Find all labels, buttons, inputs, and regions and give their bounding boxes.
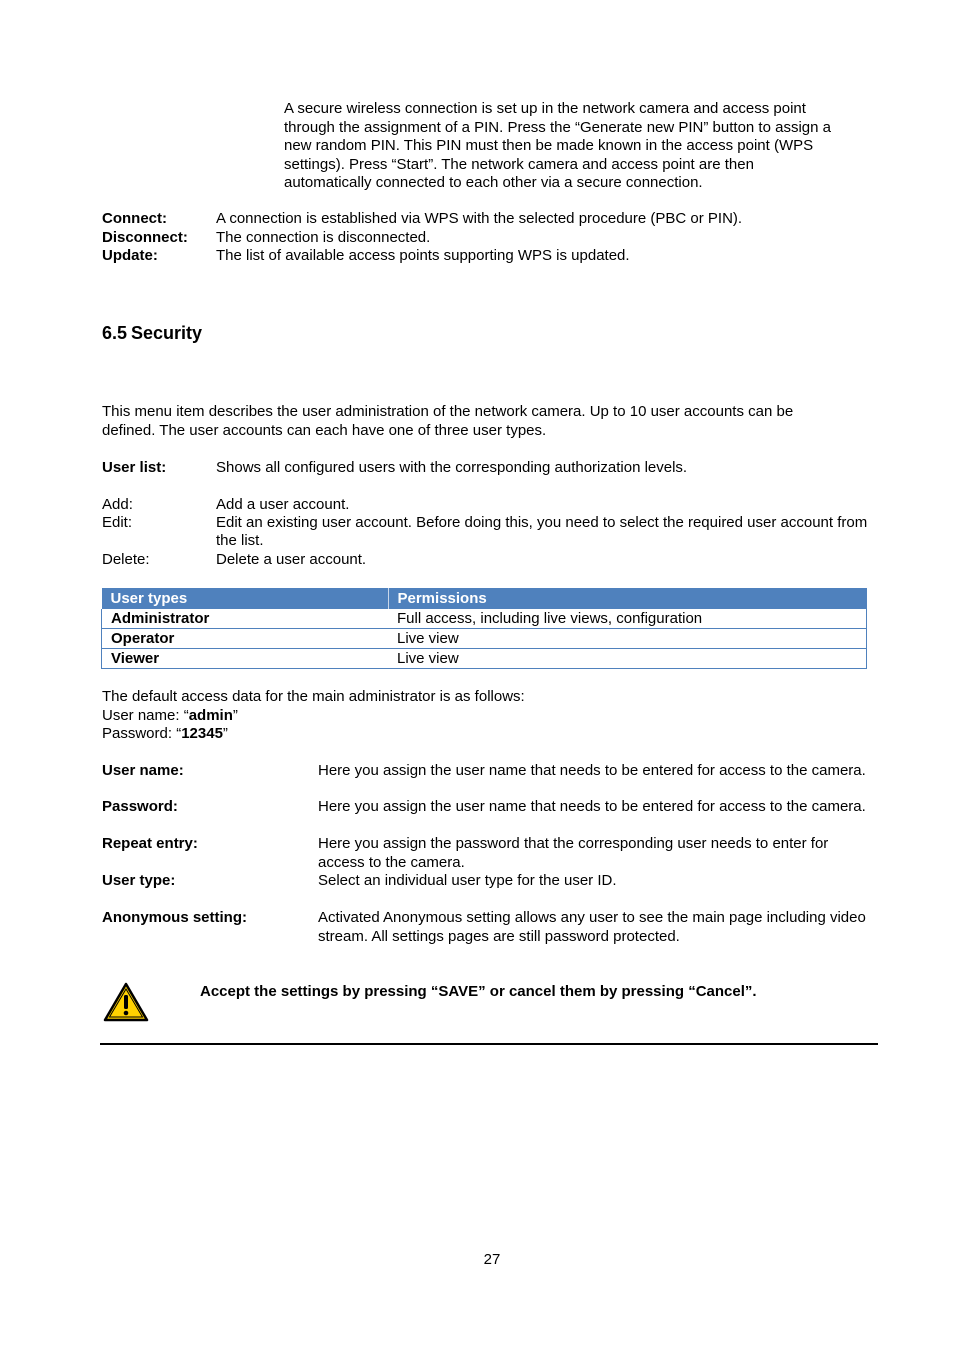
field-description: Activated Anonymous setting allows any user to see the main page including video stream. All settings pages are still password protected. — [318, 909, 866, 945]
intro-line: new random PIN. This PIN must then be made known in the access point (WPS — [284, 137, 814, 154]
divider — [100, 1043, 878, 1045]
username-suffix: ” — [232, 706, 238, 724]
defaults-intro: The default access data for the main administrator is as follows: — [102, 688, 525, 705]
action-label: Add: — [102, 496, 133, 513]
table-row — [102, 649, 867, 669]
default-password: 12345 — [181, 725, 223, 742]
user-types-table — [101, 588, 867, 669]
warning-triangle-icon — [103, 982, 149, 1022]
description-line: defined. The user accounts can each have one of three user types. — [102, 421, 547, 439]
default-username-line — [102, 707, 862, 726]
term-description: A connection is established via WPS with the selected procedure (PBC or PIN). — [216, 210, 743, 227]
term-description: The connection is disconnected. — [216, 228, 431, 246]
field-label: Repeat entry: — [102, 835, 198, 852]
intro-paragraph — [284, 100, 884, 193]
term-description: Shows all configured users with the corresponding authorization levels. — [216, 459, 688, 476]
term-label: User list: — [102, 459, 167, 476]
term-label: Disconnect: — [102, 228, 188, 246]
field-description: Here you assign the password that the corresponding user needs to enter for access to the camera. — [318, 835, 829, 871]
action-label: Edit: — [102, 514, 133, 531]
section-number: 6.5 — [102, 323, 128, 343]
column-header-permissions: Permissions — [388, 589, 867, 610]
field-description: Here you assign the user name that needs to be entered for access to the camera. — [318, 762, 866, 779]
section-title: Security — [131, 323, 203, 343]
action-description: Edit an existing user account. Before doing this, you need to select the required user account from the list. — [216, 514, 868, 549]
permission-cell: Full access, including live views, configuration — [388, 609, 867, 629]
user-type-cell: Operator — [102, 629, 389, 649]
table-row — [102, 609, 867, 629]
intro-line: through the assignment of a PIN. Press the “Generate new PIN” button to assign a — [284, 118, 831, 136]
section-heading — [102, 322, 202, 344]
field-label: Anonymous setting: — [102, 909, 247, 926]
password-suffix: ” — [222, 725, 228, 742]
table-row — [102, 629, 867, 649]
warning-text: Accept the settings by pressing “SAVE” or cancel them by pressing “Cancel”. — [200, 983, 757, 1000]
action-description: Delete a user account. — [216, 551, 367, 568]
field-label: User name: — [102, 762, 184, 779]
action-description: Add a user account. — [216, 496, 350, 513]
action-label: Delete: — [102, 551, 150, 568]
permission-cell: Live view — [388, 649, 867, 669]
username-prefix: User name: “ — [102, 706, 189, 724]
field-label: User type: — [102, 872, 176, 889]
default-password-line — [102, 725, 862, 744]
term-description: The list of available access points supporting WPS is updated. — [216, 247, 630, 264]
field-description: Select an individual user type for the user ID. — [318, 872, 617, 889]
field-label: Password: — [102, 798, 178, 815]
description-line: This menu item describes the user administration of the network camera. Up to 10 user accounts can be — [102, 403, 794, 420]
table-header-row — [102, 589, 867, 610]
permission-cell: Live view — [388, 629, 867, 649]
password-prefix: Password: “ — [102, 725, 182, 742]
intro-line: automatically connected to each other via a secure connection. — [284, 174, 703, 191]
page-number: 27 — [483, 1251, 501, 1268]
user-type-cell: Administrator — [102, 609, 389, 629]
section-description — [102, 403, 862, 440]
intro-line: A secure wireless connection is set up in the network camera and access point — [284, 100, 806, 117]
user-type-cell: Viewer — [102, 649, 389, 669]
column-header-user-types: User types — [102, 589, 389, 610]
intro-line: settings). Press “Start”. The network camera and access point are then — [284, 155, 754, 173]
field-description: Here you assign the user name that needs to be entered for access to the camera. — [318, 798, 866, 815]
default-username: admin — [188, 706, 233, 724]
term-label: Update: — [102, 247, 158, 264]
default-access-data — [102, 688, 862, 744]
term-label: Connect: — [102, 210, 167, 227]
